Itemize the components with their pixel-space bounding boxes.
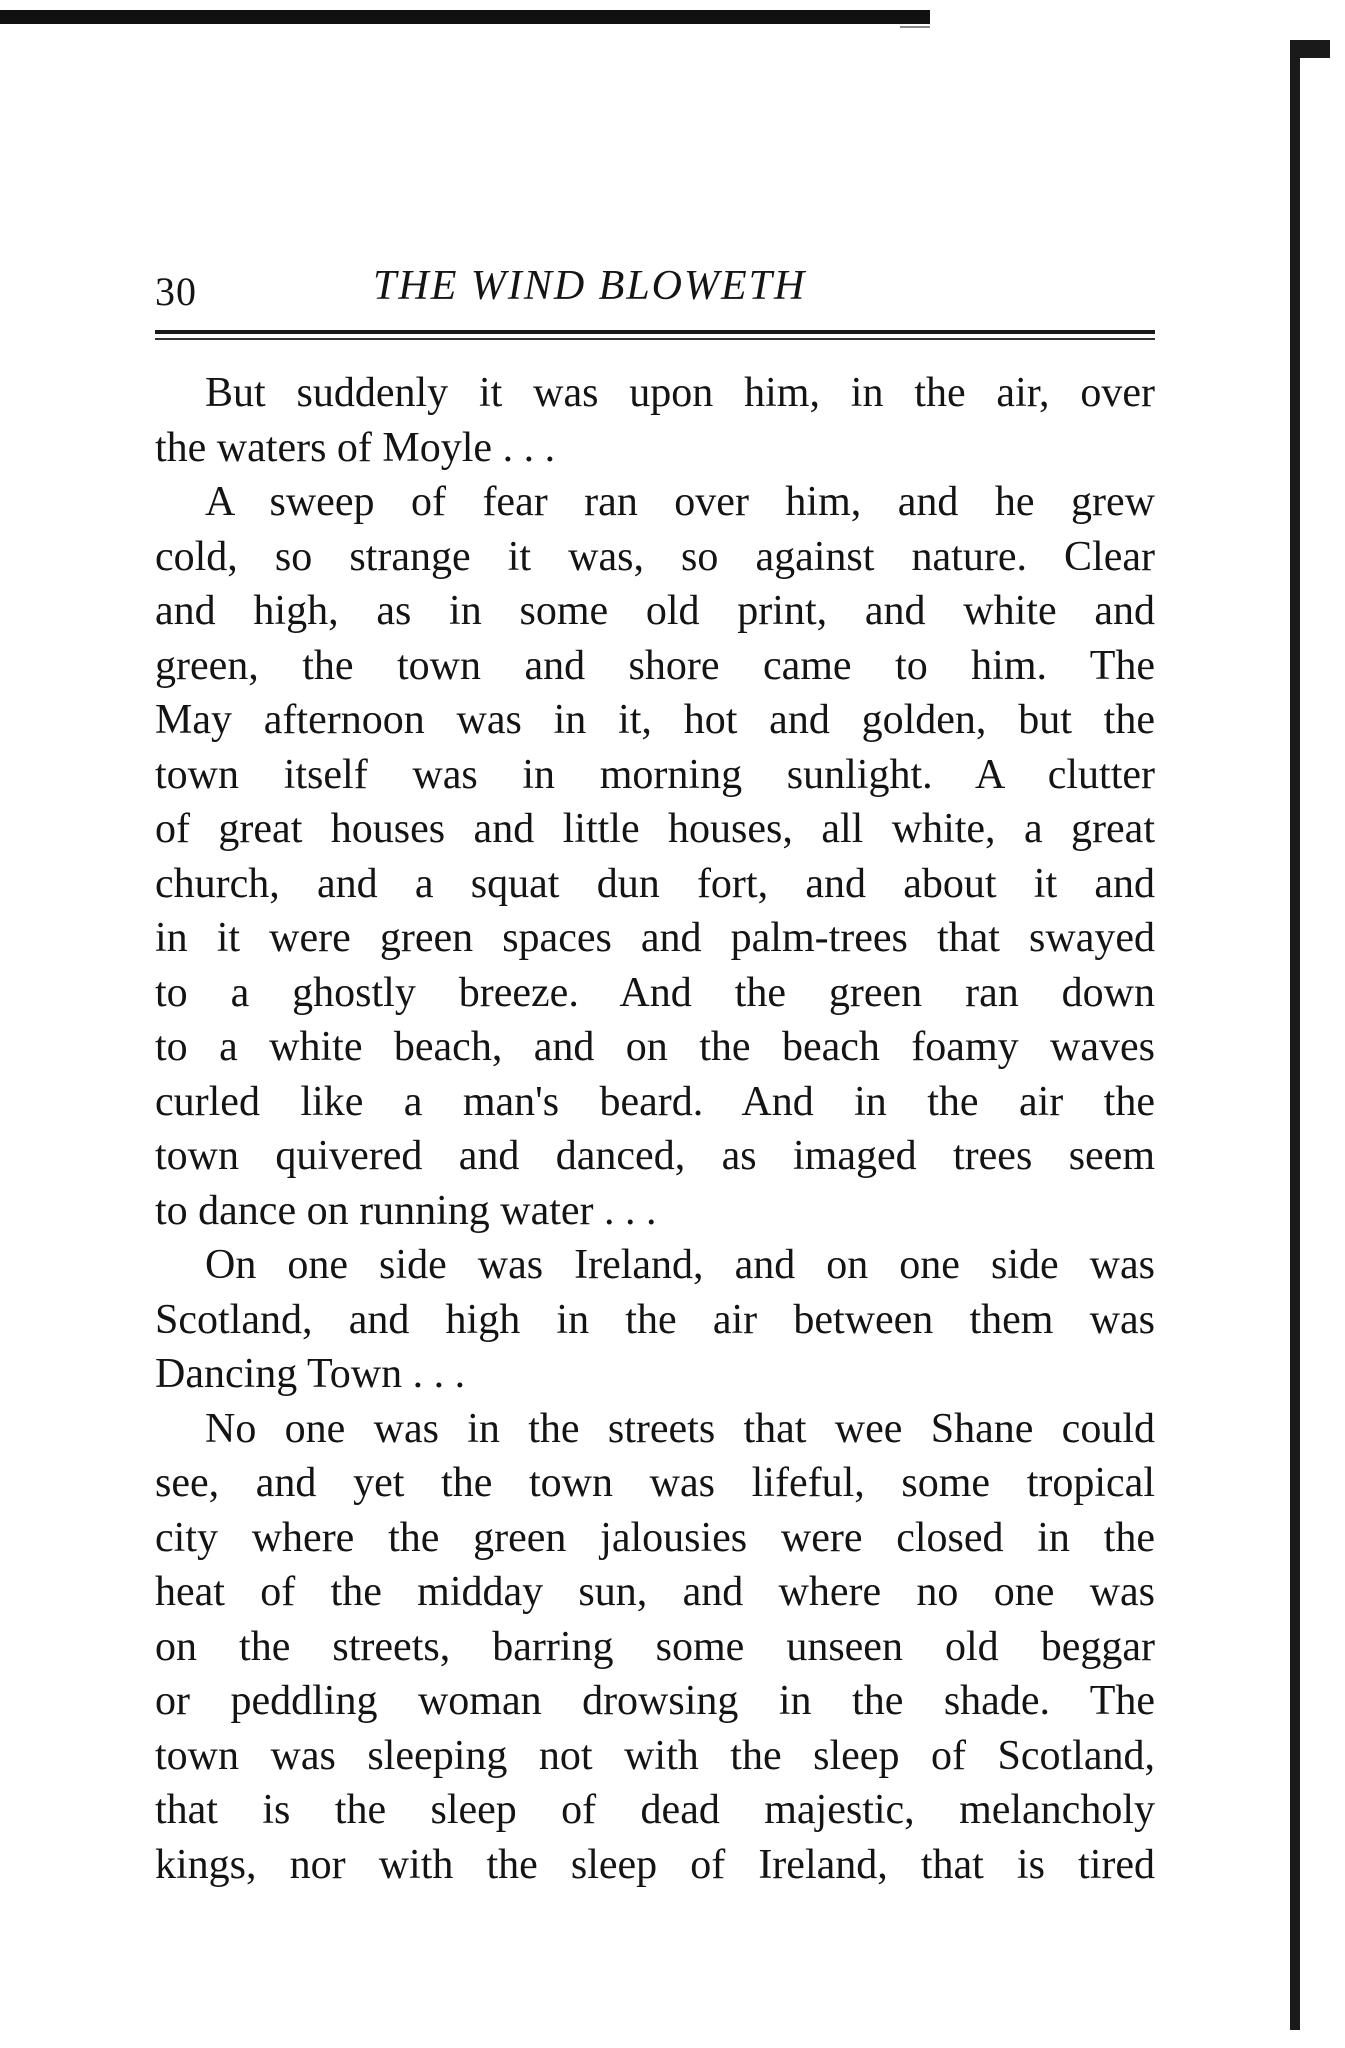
text-line: in it were green spaces and palm-trees that swayed	[155, 915, 1155, 961]
text-line: kings, nor with the sleep of Ireland, that is tired	[155, 1841, 1155, 1888]
text-line: or peddling woman drowsing in the shade. The	[155, 1678, 1155, 1724]
text-line: the waters of Moyle . . .	[155, 424, 556, 471]
text-line: May afternoon was in it, hot and golden, but the	[155, 697, 1155, 743]
text-line: see, and yet the town was lifeful, some tropical	[155, 1460, 1155, 1506]
text-line: green, the town and shore came to him. The	[155, 642, 1155, 689]
header-rule	[155, 330, 1155, 334]
text-line: town itself was in morning sunlight. A clutter	[155, 751, 1155, 798]
text-line: heat of the midday sun, and where no one was	[155, 1569, 1155, 1615]
text-line: church, and a squat dun fort, and about it and	[155, 860, 1155, 907]
header-rule-secondary	[155, 338, 1155, 340]
text-line: Scotland, and high in the air between them was	[155, 1296, 1155, 1343]
text-line: to dance on running water . . .	[155, 1187, 657, 1234]
scan-edge-right	[1290, 40, 1300, 2030]
scan-edge-top-thin	[900, 26, 930, 28]
text-line: curled like a man's beard. And in the air the	[155, 1078, 1155, 1125]
text-line: Dancing Town . . .	[155, 1351, 466, 1397]
running-title: THE WIND BLOWETH	[373, 263, 807, 309]
text-line: to a white beach, and on the beach foamy waves	[155, 1024, 1155, 1070]
text-line: on the streets, barring some unseen old beggar	[155, 1623, 1155, 1670]
text-line: of great houses and little houses, all white, a great	[155, 806, 1155, 852]
text-line: cold, so strange it was, so against nature. Clear	[155, 533, 1155, 580]
text-line: But suddenly it was upon him, in the air, over	[205, 370, 1155, 416]
body-text	[155, 366, 1155, 1892]
text-line: town quivered and danced, as imaged trees seem	[155, 1133, 1155, 1179]
text-line: town was sleeping not with the sleep of Scotland,	[155, 1732, 1155, 1779]
text-line: and high, as in some old print, and white and	[155, 588, 1155, 634]
text-line: to a ghostly breeze. And the green ran down	[155, 969, 1155, 1016]
text-line: A sweep of fear ran over him, and he grew	[205, 479, 1155, 525]
text-line: that is the sleep of dead majestic, melancholy	[155, 1787, 1155, 1833]
text-line: No one was in the streets that wee Shane could	[205, 1405, 1155, 1452]
scan-edge-top	[0, 10, 930, 24]
page-number: 30	[155, 269, 197, 314]
text-line: On one side was Ireland, and on one side was	[205, 1242, 1155, 1288]
text-line: city where the green jalousies were closed in the	[155, 1514, 1155, 1561]
running-head	[155, 262, 1155, 322]
